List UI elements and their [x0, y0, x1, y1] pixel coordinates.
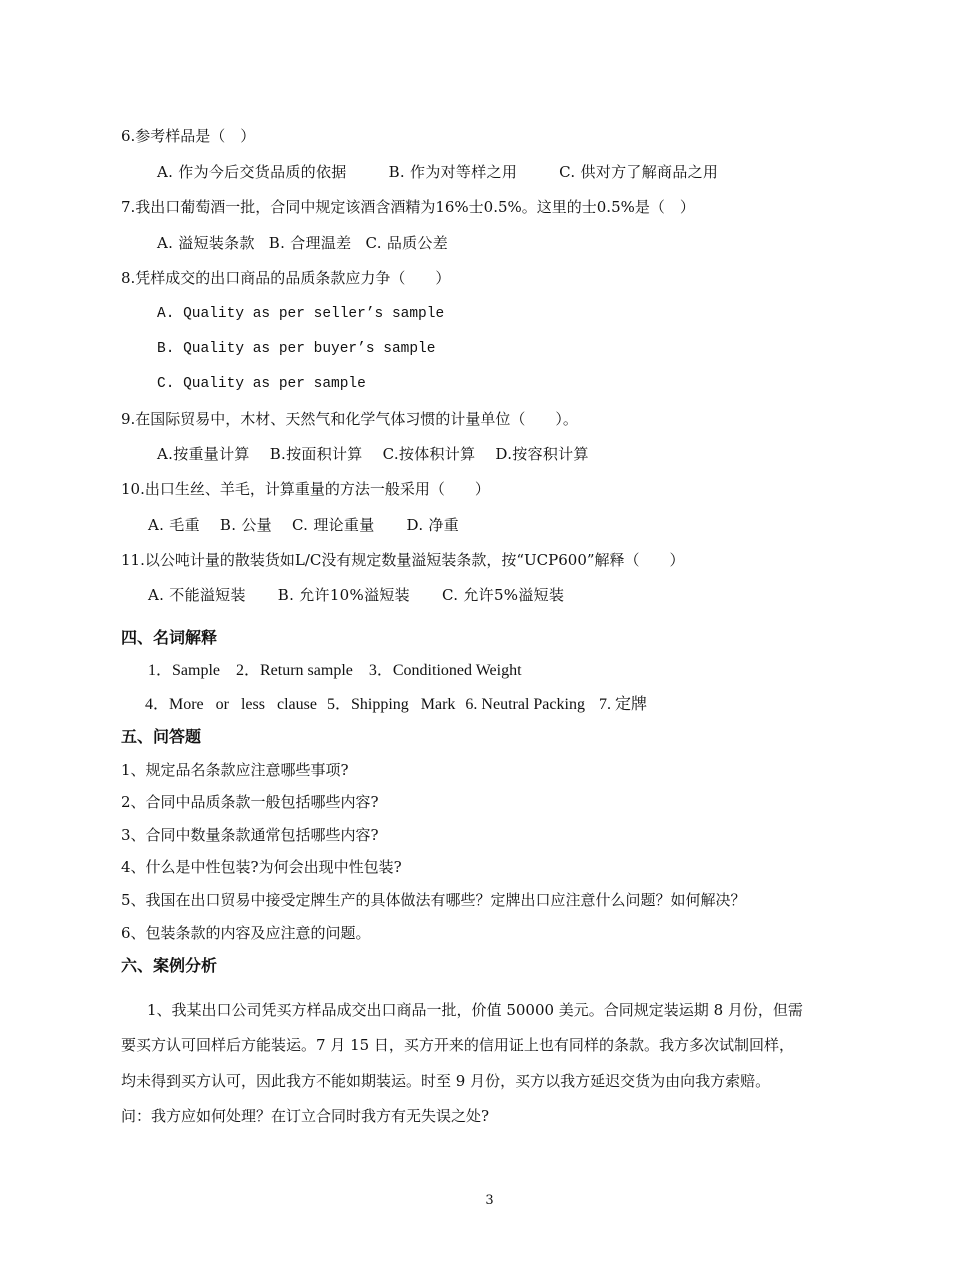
question-8-stem: 8.凭样成交的出口商品的品质条款应力争（ ）	[121, 269, 451, 287]
option-d: D.按容积计算	[495, 445, 589, 463]
case-paragraph-line-3: 均未得到买方认可，因此我方不能如期装运。时至 9 月份，买方以我方延迟交货为由向我方索赔。	[121, 1072, 771, 1090]
page-number: 3	[485, 1193, 494, 1208]
option-b: B. 作为对等样之用	[388, 163, 518, 181]
terms-row-1	[148, 661, 522, 681]
qa-item-6: 6、包装条款的内容及应注意的问题。	[121, 924, 371, 942]
option-b: B. 公量	[219, 516, 272, 534]
term-7: 7. 定牌	[598, 696, 647, 713]
option-a: A. 毛重	[148, 516, 200, 534]
option-c: C.按体积计算	[382, 445, 476, 463]
qa-item-5: 5、我国在出口贸易中接受定牌生产的具体做法有哪些？定牌出口应注意什么问题？如何解决？	[121, 891, 746, 909]
option-c: C. 供对方了解商品之用	[559, 163, 719, 181]
option-b: B. 允许10%溢短装	[277, 586, 410, 604]
option-b: B. 合理温差	[268, 234, 352, 252]
case-paragraph-line-1: 1、我某出口公司凭买方样品成交出口商品一批，价值 50000 美元。合同规定装运期 8 月份，但需	[147, 1001, 803, 1019]
option-b: B.按面积计算	[269, 445, 363, 463]
question-11-options	[148, 585, 564, 605]
question-8-option-c: C. Quality as per sample	[157, 376, 366, 392]
option-d: D. 净重	[406, 516, 460, 534]
option-a: A. 作为今后交货品质的依据	[157, 163, 347, 181]
question-11-stem: 11.以公吨计量的散装货如L/C没有规定数量溢短装条款，按“UCP600”解释（ ）	[121, 551, 685, 569]
qa-item-1: 1、规定品名条款应注意哪些事项?	[121, 761, 349, 779]
question-7-options	[157, 233, 448, 253]
question-7-stem: 7.我出口葡萄酒一批，合同中规定该酒含酒精为16%士0.5%。这里的士0.5%是（ ）	[121, 198, 695, 216]
option-a: A. 不能溢短装	[148, 586, 246, 604]
term-6: 6. Neutral Packing	[465, 696, 585, 713]
question-10-stem: 10.出口生丝、羊毛，计算重量的方法一般采用（ ）	[121, 480, 490, 498]
question-6-options	[157, 162, 718, 182]
question-8-option-a: A. Quality as per seller’s sample	[157, 306, 445, 322]
question-10-options	[148, 515, 459, 535]
section-6-heading: 六、案例分析	[121, 956, 218, 975]
case-paragraph-line-4: 问：我方应如何处理？在订立合同时我方有无失误之处?	[121, 1107, 490, 1125]
qa-item-2: 2、合同中品质条款一般包括哪些内容?	[121, 793, 379, 811]
terms-row-2	[145, 695, 647, 715]
option-c: C. 品质公差	[365, 234, 449, 252]
qa-item-4: 4、什么是中性包装?为何会出现中性包装?	[121, 858, 402, 876]
question-9-options	[157, 444, 589, 464]
case-paragraph-line-2: 要买方认可回样后方能装运。7 月 15 日，买方开来的信用证上也有同样的条款。我方多次试制回样，	[121, 1036, 794, 1054]
option-c: C. 允许5%溢短装	[441, 586, 565, 604]
question-9-stem: 9.在国际贸易中，木材、天然气和化学气体习惯的计量单位（ ）。	[121, 410, 578, 428]
term-3: 3．Conditioned Weight	[368, 662, 522, 679]
term-4: 4．More or less clause	[145, 696, 317, 713]
option-a: A. 溢短装条款	[157, 234, 255, 252]
option-a: A.按重量计算	[157, 445, 250, 463]
section-5-heading: 五、问答题	[121, 727, 202, 746]
term-1: 1．Sample	[148, 662, 220, 679]
qa-item-3: 3、合同中数量条款通常包括哪些内容?	[121, 826, 379, 844]
question-6-stem: 6.参考样品是（ ）	[121, 127, 256, 145]
section-4-heading: 四、名词解释	[121, 628, 218, 647]
term-5: 5．Shipping Mark	[326, 696, 456, 713]
question-8-option-b: B. Quality as per buyer’s sample	[157, 341, 436, 357]
option-c: C. 理论重量	[291, 516, 375, 534]
term-2: 2．Return sample	[236, 662, 353, 679]
